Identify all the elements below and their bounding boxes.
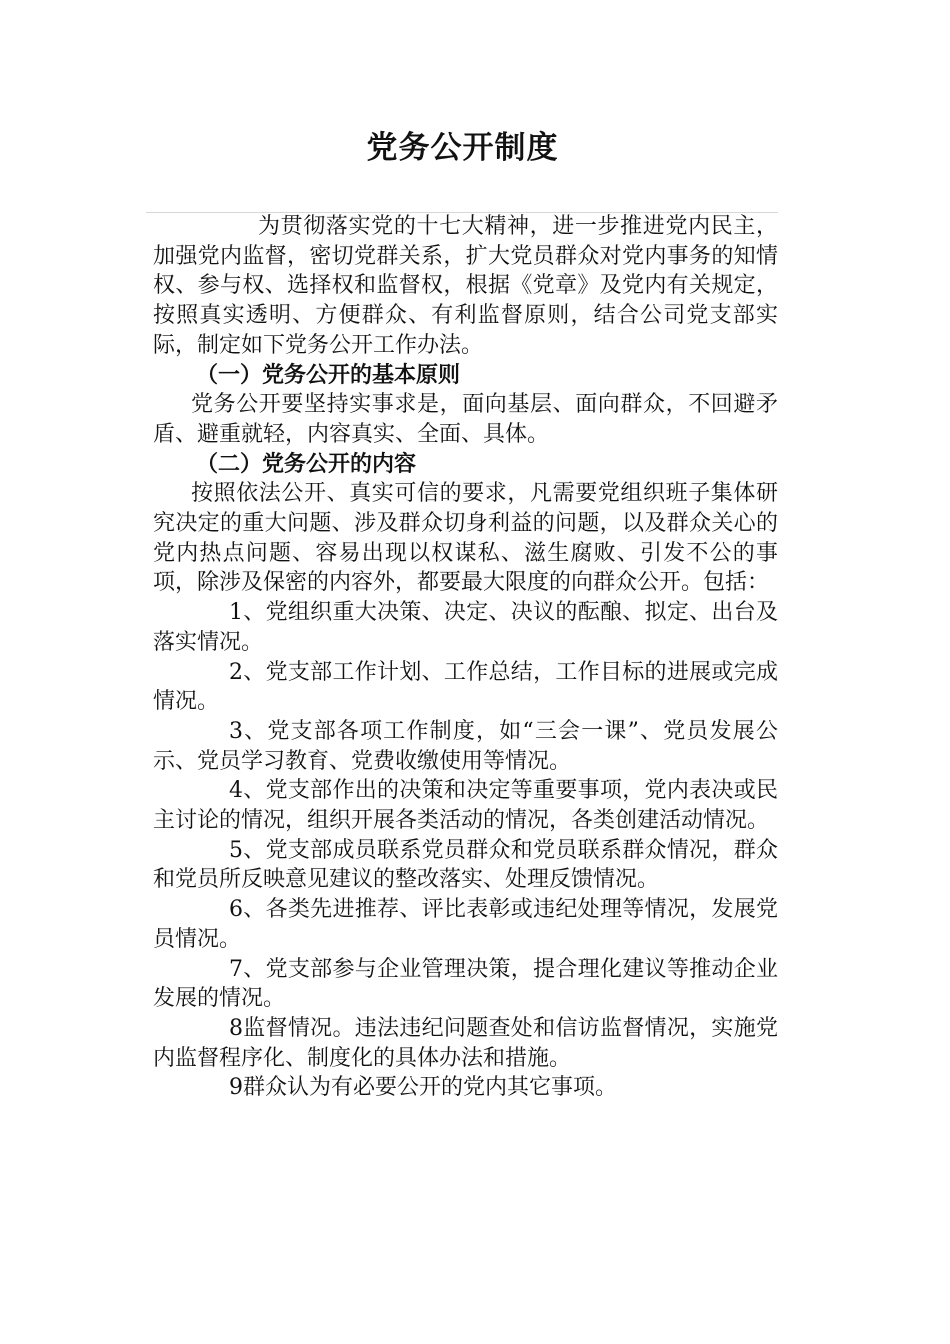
list-item: 7、党支部参与企业管理决策，提合理化建议等推动企业发展的情况。 — [153, 956, 778, 1012]
document-body — [153, 212, 778, 1103]
document-title: 党务公开制度 — [366, 130, 559, 166]
list-item: 3、党支部各项工作制度，如“三会一课”、党员发展公示、党员学习教育、党费收缴使用等情况。 — [153, 718, 778, 774]
section-1-heading: （一）党务公开的基本原则 — [196, 362, 461, 388]
section-2-text: 按照依法公开、真实可信的要求，凡需要党组织班子集体研究决定的重大问题、涉及群众切身利益的问题，以及群众关心的党内热点问题、容易出现以权谋私、滋生腐败、引发不公的事项，除涉及保密的内容外，都要最大限度的向群众公开。包括： — [153, 481, 778, 596]
intro-paragraph: 为贯彻落实党的十七大精神，进一步推进党内民主，加强党内监督，密切党群关系，扩大党员群众对党内事务的知情权、参与权、选择权和监督权，根据《党章》及党内有关规定，按照真实透明、方便群众、有利监督原则，结合公司党支部实际，制定如下党务公开工作办法。 — [153, 214, 778, 358]
list-item: 4、党支部作出的决策和决定等重要事项，党内表决或民主讨论的情况，组织开展各类活动的情况，各类创建活动情况。 — [153, 778, 778, 834]
list-item: 6、各类先进推荐、评比表彰或违纪处理等情况，发展党员情况。 — [153, 897, 778, 952]
list-item: 9群众认为有必要公开的党内其它事项。 — [229, 1075, 617, 1101]
list-item: 8监督情况。违法违纪问题查处和信访监督情况，实施党内监督程序化、制度化的具体办法和措施。 — [153, 1015, 778, 1071]
list-item: 5、党支部成员联系党员群众和党员联系群众情况，群众和党员所反映意见建议的整改落实、处理反馈情况。 — [153, 837, 778, 893]
section-1-text: 党务公开要坚持实事求是，面向基层、面向群众，不回避矛盾、避重就轻，内容真实、全面、具体。 — [153, 392, 778, 447]
list-item: 1、党组织重大决策、决定、决议的酝酿、拟定、出台及落实情况。 — [153, 600, 778, 655]
section-2-heading: （二）党务公开的内容 — [196, 451, 417, 477]
list-item: 2、党支部工作计划、工作总结，工作目标的进展或完成情况。 — [153, 659, 778, 715]
